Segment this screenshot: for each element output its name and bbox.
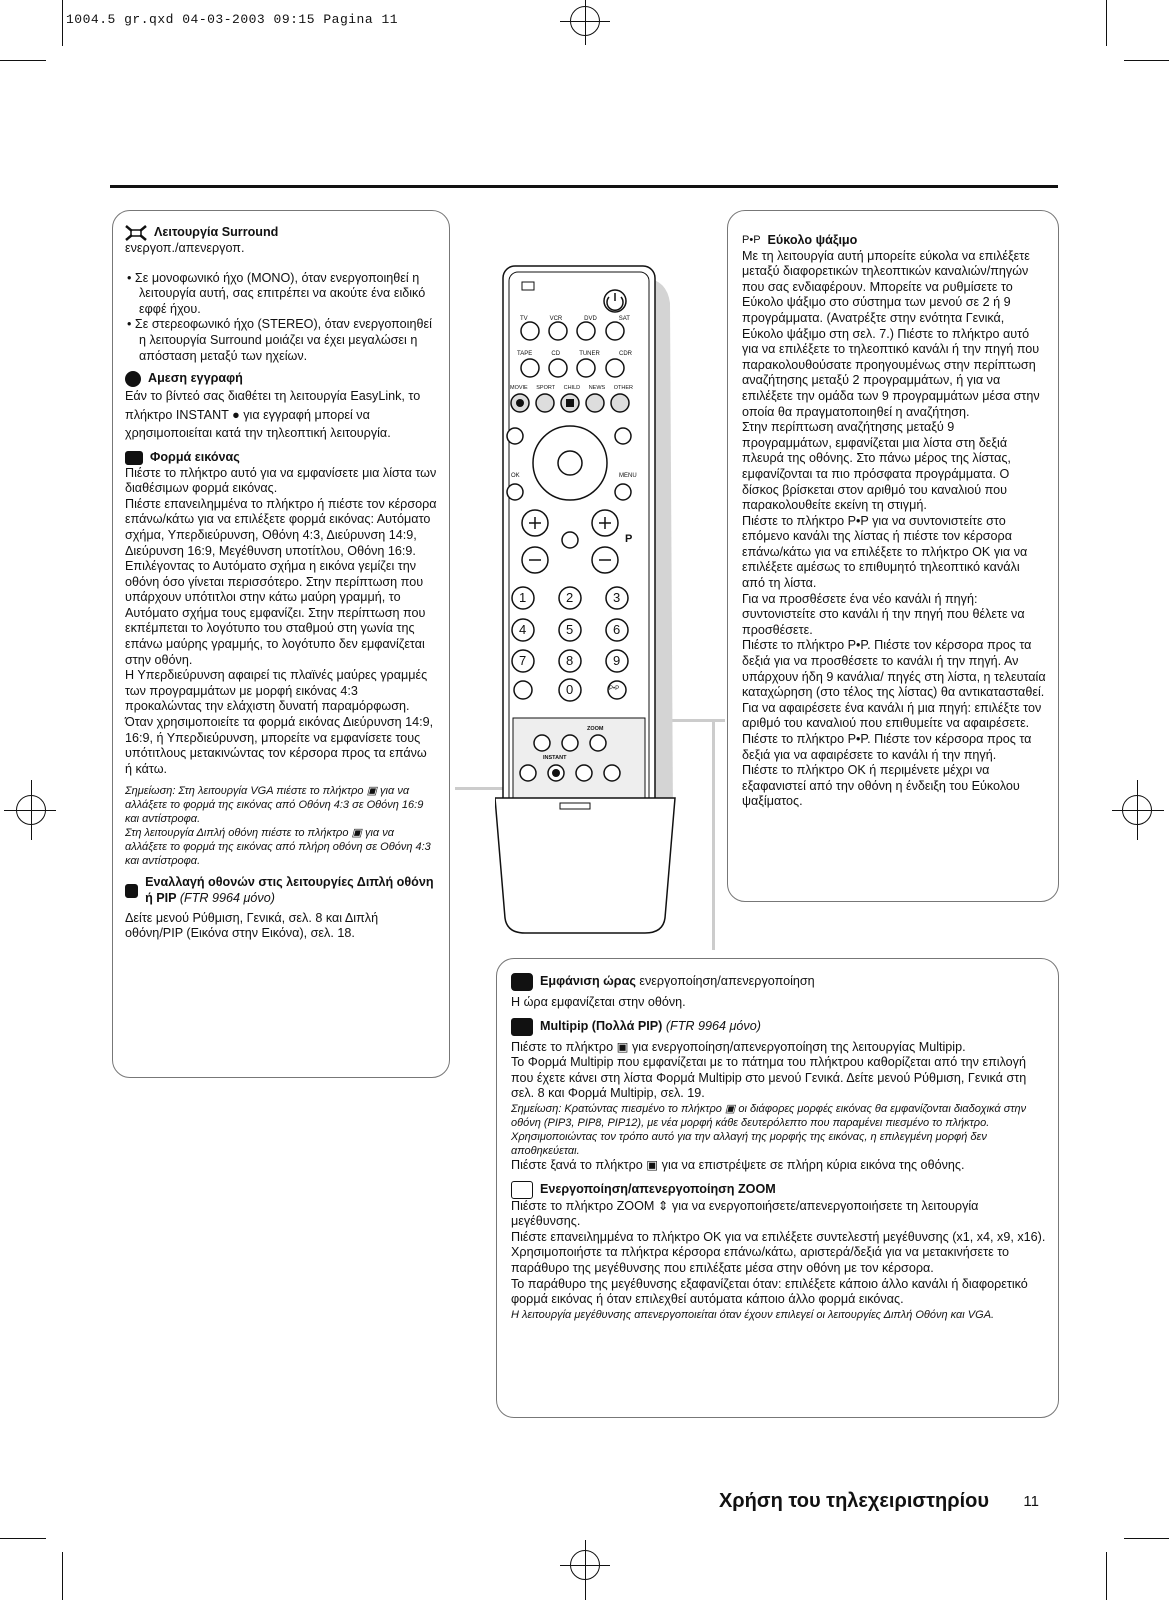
multipip-after: Πιέστε ξανά το πλήκτρο ▣ για να επιστρέψετε σε πλήρη κύρια εικόνα της οθόνης.	[511, 1157, 965, 1172]
registration-line	[585, 0, 586, 45]
pp-icon: P•P	[742, 234, 761, 246]
picture-format-icon	[125, 451, 143, 465]
easy-search-heading	[742, 233, 1046, 249]
remote-digit: 0	[566, 682, 574, 697]
bullet-text: Σε στερεοφωνικό ήχο (STEREO), όταν ενεργοποιηθεί η λειτουργία Surround μοιάζει να έχει μεγαλώσει η απόσταση μεταξύ των ηχείων.	[134, 317, 432, 363]
easy-search-para: Πιέστε το πλήκτρο P•P για να συντονιστείτε στο επόμενο κανάλι της λίστας ή πιέστε τον κέρσορα επάνω/κάτω για να επιλέξετε το πλήκτρο OK για να επιλέξετε αμέσως το επιθυμητό τηλεοπτικό κανάλι από τη λίστα.	[742, 513, 1028, 591]
remote-digit: 7	[519, 653, 527, 668]
remote-digit: 3	[613, 590, 621, 605]
remote-label: SAT	[618, 316, 630, 322]
multipip-title-suffix: (FTR 9964 μόνο)	[665, 1018, 761, 1033]
zoom-icon	[511, 1181, 533, 1199]
remote-digit: 6	[613, 622, 621, 637]
registration-line	[585, 1540, 586, 1600]
clock-text: Η ώρα εμφανίζεται στην οθόνη.	[511, 995, 686, 1009]
easy-search-para: Πιέστε το πλήκτρο OK ή περιμένετε μέχρι να εξαφανιστεί από την οθόνη η ένδειξη του Εύκολου ψαξίματος.	[742, 763, 1020, 809]
remote-ok-label: OK	[511, 473, 520, 479]
surround-icon	[125, 225, 147, 241]
remote-digit: 1	[519, 590, 527, 605]
record-dot-icon	[125, 371, 141, 387]
format-para: Η Υπερδιεύρυνση αφαιρεί τις πλαϊνές μαύρες γραμμές των προγραμμάτων με μορφή εικόνας 4:3 προκαλώντας την ελάχιστη δυνατή παραμόρφωση.	[125, 668, 428, 714]
remote-control-illustration	[495, 258, 685, 938]
surround-bullet-mono: • Σε μονοφωνικό ήχο (MONO), όταν ενεργοποιηθεί η λειτουργία αυτή, σας επιτρέπει να ακούτε ένα ειδικό εφφέ ήχου.	[127, 270, 426, 316]
remote-label: TAPE	[517, 351, 533, 357]
bottom-info-box	[496, 958, 1059, 1418]
format-para: Πιέστε επανειλημμένα το πλήκτρο ή πιέστε τον κέρσορα επάνω/κάτω για να επιλέξετε φορμά εικόνας: Αυτόματο σχήμα, Υπερδιεύρυνση, Οθόνη 4:3, Διεύρυνση 14:9, Διεύρυνση 16:9, Μεγέθυνση υποτίτλου, Οθόνη 16:9.	[125, 496, 437, 558]
surround-subtitle: ενεργοπ./απενεργοπ.	[125, 241, 245, 255]
remote-digit: 4	[519, 622, 527, 637]
record-text: Εάν το βίντεό σας διαθέτει τη λειτουργία EasyLink, το πλήκτρο INSTANT ● για εγγραφή μπορεί να χρησιμοποιείται κατά την τηλεοπτική λειτουργία.	[125, 389, 421, 441]
easy-search-title: Εύκολο ψάξιμο	[767, 233, 858, 247]
format-note-vga: Σημείωση: Στη λειτουργία VGA πιέστε το πλήκτρο ▣ για να αλλάξετε το φορμά της εικόνας από Οθόνη 4:3 σε Οθόνη 16:9 και αντίστροφα.	[125, 785, 424, 826]
remote-label: MOVIE	[510, 385, 528, 391]
easy-search-para: Για να προσθέσετε ένα νέο κανάλι ή πηγή: συντονιστείτε στο κανάλι ή την πηγή που θέλετε να προσθέσετε.	[742, 591, 1025, 637]
remote-digit: 8	[566, 653, 574, 668]
crop-mark	[1106, 0, 1107, 46]
swap-title-suffix: (FTR 9964 μόνο)	[179, 891, 275, 905]
remote-mode-labels	[510, 385, 633, 391]
remote-label: CDR	[619, 351, 632, 357]
surround-heading	[125, 225, 437, 241]
remote-zoom-label: ZOOM	[587, 726, 604, 732]
connector-line	[712, 722, 715, 950]
remote-digit: 5	[566, 622, 574, 637]
easy-search-para: Πιέστε το πλήκτρο P•P. Πιέστε τον κέρσορα προς τα δεξιά για να προσθέσετε το κανάλι ή την πηγή. Αν υπάρχουν ήδη 9 κανάλια/ πηγές στη λίστα, η τελευταία καταχώρηση (στο τέλος της λίστας) θα αντικατασταθεί.	[742, 638, 1046, 700]
format-para: Πιέστε το πλήκτρο αυτό για να εμφανίσετε μια λίστα των διαθέσιμων φορμά εικόνας.	[125, 465, 437, 496]
zoom-para: Το παράθυρο της μεγέθυνσης εξαφανίζεται όταν: επιλέξετε κάποιο άλλο κανάλι ή διαφορετικό φορμά εικόνας ή όταν επιλεχθεί αυτόματα κάποιο άλλο φορμά εικόνας.	[511, 1276, 1028, 1307]
remote-label: SPORT	[536, 385, 556, 391]
easy-search-para: Στην περίπτωση αναζήτησης μεταξύ 9 προγραμμάτων, εμφανίζεται μια λίστα στη δεξιά πλευρά της οθόνης. Στο πάνω μέρος της λίστας, εμφανίζονται τα πιο πρόσφατα προγράμματα. Ο δίσκος βρίσκεται στον αριθμό του καναλιού που παρακολουθείτε εκείνη τη στιγμή.	[742, 420, 1011, 513]
remote-pp-label: P•P	[609, 686, 620, 692]
multipip-para: Πιέστε το πλήκτρο ▣ για ενεργοποίηση/απενεργοποίηση της λειτουργίας Multipip.	[511, 1039, 966, 1054]
crop-mark	[62, 0, 63, 46]
remote-digit: 2	[566, 590, 574, 605]
header-rule	[110, 185, 1058, 188]
multipip-heading	[511, 1018, 1046, 1036]
easy-search-para: Με τη λειτουργία αυτή μπορείτε εύκολα να επιλέξετε μεταξύ διαφορετικών τηλεοπτικών καναλιών/πηγών που σας ενδιαφέρουν. Μπορείτε να ρυθμίσετε το Εύκολο ψάξιμο στο σύστημα των μενού σε 2 ή 9 προγράμματα. (Ανατρέξτε στην ενότητα Γενικά, Εύκολο ψάξιμο στη σελ. 7.) Πιέστε το πλήκτρο αυτό για να επιλέξετε το τηλεοπτικό κανάλι ή την πηγή που παρακολουθούσατε προηγουμένως στην περίπτωση αναζήτησης μεταξύ 2 προγραμμάτων, ή για να επιλέξετε την ομάδα των 9 προγραμμάτων μέσα στην οποία θα πραγματοποιηθεί η αναζήτηση.	[742, 248, 1040, 419]
multipip-note: Σημείωση: Κρατώντας πιεσμένο το πλήκτρο ▣ οι διάφορες μορφές εικόνας θα εμφανίζονται διαδοχικά στην οθόνη (PIP3, PIP8, PIP12), με νέα μορφή κάθε δευτερόλεπτο που παραμένει πιεσμένο το πλήκτρο. Χρησιμοποιώντας τον τρόπο αυτό για την αλλαγή της μορφής της εικόνας, η επιλεγμένη μορφή δεν αποθηκεύεται.	[511, 1102, 1027, 1157]
remote-p-label: P	[625, 533, 633, 545]
multipip-title: Multipip (Πολλά PIP)	[540, 1018, 663, 1033]
bullet-text: Σε μονοφωνικό ήχο (MONO), όταν ενεργοποιηθεί η λειτουργία αυτή, σας επιτρέπει να ακούτε ένα ειδικό εφφέ ήχου.	[134, 270, 426, 316]
remote-menu-label: MENU	[619, 473, 637, 479]
registration-line	[560, 21, 610, 22]
surround-title: Λειτουργία Surround	[154, 225, 279, 240]
remote-label: CHILD	[563, 385, 581, 391]
remote-label: VCR	[549, 316, 563, 322]
clock-title-rest: ενεργοποίηση/απενεργοποίηση	[639, 974, 815, 989]
remote-label: TV	[520, 316, 528, 322]
format-title: Φορμά εικόνας	[150, 449, 240, 464]
file-slug: 1004.5 gr.qxd 04-03-2003 09:15 Pagina 11	[66, 12, 399, 27]
remote-label: TUNER	[579, 351, 600, 357]
multipip-para: Το Φορμά Multipip που εμφανίζεται με το πάτημα του πλήκτρου καθορίζεται από την επιλογή που έχετε κάνει στη λίστα Φορμά Multipip στο μενού Γενικά. Δείτε μενού Ρύθμιση, Γενικά στη σελ. 8 και Φορμά Multipip, σελ. 19.	[511, 1055, 1027, 1101]
crop-mark	[1124, 1538, 1169, 1539]
swap-heading	[125, 875, 437, 906]
swap-title: Εναλλαγή οθονών στις λειτουργίες Διπλή οθόνη ή PIP	[145, 875, 434, 905]
zoom-title: Ενεργοποίηση/απενεργοποίηση ZOOM	[540, 1181, 776, 1196]
remote-label: CD	[551, 351, 561, 357]
remote-instant-label: INSTANT	[543, 755, 567, 761]
crop-mark	[0, 60, 46, 61]
crop-mark	[0, 1538, 46, 1539]
registration-line	[4, 810, 56, 811]
registration-line	[560, 1565, 610, 1566]
record-title: Αμεση εγγραφή	[148, 371, 243, 386]
crop-mark	[1124, 60, 1169, 61]
remote-source-labels	[520, 316, 630, 322]
remote-label: NEWS	[588, 385, 606, 391]
right-info-box	[727, 210, 1059, 902]
format-para: Όταν χρησιμοποιείτε τα φορμά εικόνας Διεύρυνση 14:9, 16:9, ή Υπερδιεύρυνση, μπορείτε να εμφανίσετε τους υπότιτλους μετακινώντας τον κέρσορα προς τα επάνω ή κάτω.	[125, 715, 434, 776]
left-info-box	[112, 210, 450, 1078]
crop-mark	[1106, 1552, 1107, 1600]
remote-label: OTHER	[613, 385, 633, 391]
multipip-icon	[511, 1018, 533, 1036]
registration-line	[1112, 810, 1164, 811]
remote-digit: 9	[613, 653, 621, 668]
page-number: 11	[1023, 1493, 1039, 1510]
easy-search-para: Για να αφαιρέσετε ένα κανάλι ή μια πηγή: επιλέξτε τον αριθμό του καναλιού που επιθυμείτε να αφαιρέσετε.	[742, 700, 1042, 731]
format-para: Επιλέγοντας το Αυτόματο σχήμα η εικόνα γεμίζει την οθόνη όσο γίνεται περισσότερο. Στην περίπτωση που υπάρχουν υπότιτλοι στην κάτω μαύρη γραμμή, το Αυτόματο σχήμα τους εμφανίζει. Στην περίπτωση που εκπέμπεται το λογότυπο του σταθμού στη γωνία της επάνω μαύρης γραμμής, το λογότυπο δεν εμφανίζεται στην οθόνη.	[125, 559, 426, 667]
clock-title: Εμφάνιση ώρας	[540, 974, 636, 989]
format-note-dual: Στη λειτουργία Διπλή οθόνη πιέστε το πλήκτρο ▣ για να αλλάξετε το φορμά της εικόνας από πλήρη οθόνη σε Οθόνη 4:3 και αντίστροφα.	[125, 827, 431, 868]
page-footer-title: Χρήση του τηλεχειριστηρίου	[718, 1490, 989, 1512]
clock-heading	[511, 973, 1046, 991]
remote-label: DVD	[584, 316, 597, 322]
remote-source-labels-2	[517, 351, 632, 357]
surround-bullet-stereo: • Σε στερεοφωνικό ήχο (STEREO), όταν ενεργοποιηθεί η λειτουργία Surround μοιάζει να έχει μεγαλώσει η απόσταση μεταξύ των ηχείων.	[127, 317, 432, 363]
zoom-para: Πιέστε το πλήκτρο ZOOM ⇕ για να ενεργοποιήσετε/απενεργοποιήσετε τη λειτουργία μεγέθυνσης.	[511, 1198, 979, 1229]
zoom-note: Η λειτουργία μεγέθυνσης απενεργοποιείται όταν έχουν επιλεγεί οι λειτουργίες Διπλή Οθόνη και VGA.	[511, 1308, 995, 1321]
format-heading	[125, 450, 437, 466]
swap-text: Δείτε μενού Ρύθμιση, Γενικά, σελ. 8 και Διπλή οθόνη/PIP (Εικόνα στην Εικόνα), σελ. 18.	[125, 910, 379, 941]
clock-icon	[511, 973, 533, 991]
easy-search-para: Πιέστε το πλήκτρο P•P. Πιέστε τον κέρσορα προς τα δεξιά για να αφαιρέσετε το κανάλι ή την πηγή.	[742, 732, 1032, 762]
swap-screens-icon	[125, 884, 138, 898]
zoom-heading	[511, 1181, 1046, 1199]
zoom-para: Πιέστε επανειλημμένα το πλήκτρο OK για να επιλέξετε συντελεστή μεγέθυνσης (x1, x4, x9, x16). Χρησιμοποιήστε τα πλήκτρα κέρσορα επάνω/κάτω, αριστερά/δεξιά για να μετακινήσετε το παράθυρο της μεγέθυνσης που επιλέξατε μέσα στην οθόνη με τον κέρσορα.	[511, 1229, 1046, 1275]
record-heading	[125, 371, 437, 387]
crop-mark	[62, 1552, 63, 1600]
